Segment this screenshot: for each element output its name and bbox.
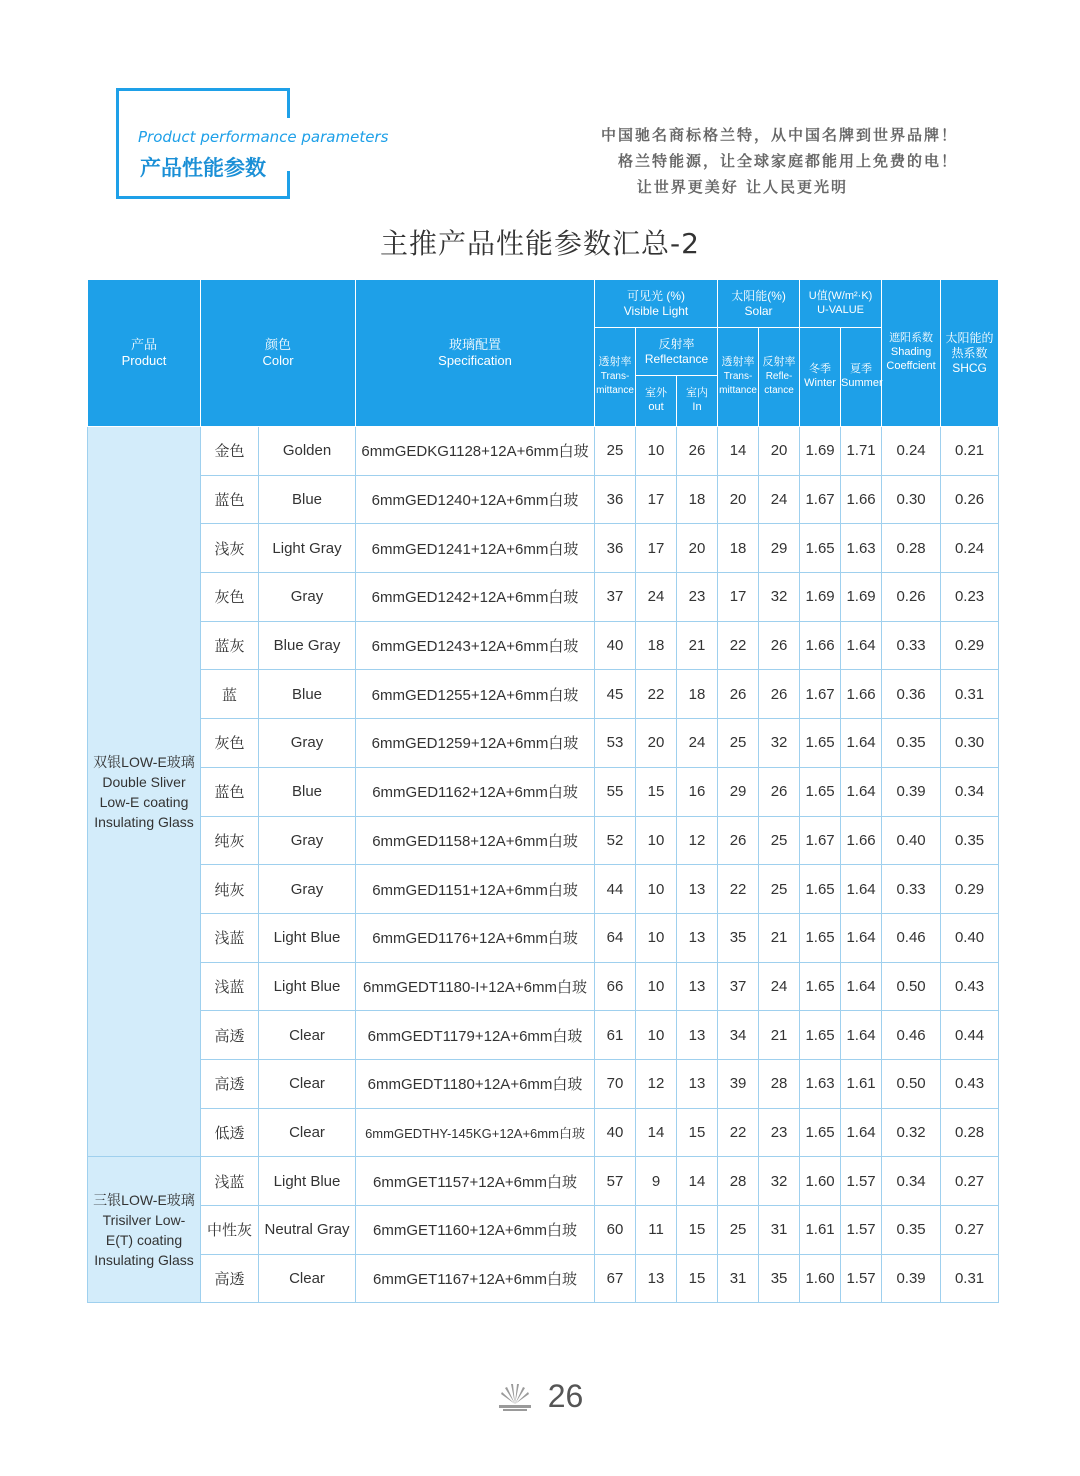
cell-shgc: 0.24: [941, 524, 999, 573]
product-group-name-cn: 双银LOW-E玻璃: [93, 753, 195, 770]
company-slogan: [601, 122, 958, 200]
cell-solar-reflectance: 25: [759, 816, 800, 865]
cell-u-value-summer: 1.57: [841, 1206, 882, 1255]
cell-solar-transmittance: 26: [718, 816, 759, 865]
cell-solar-transmittance: 31: [718, 1254, 759, 1303]
cell-visible-reflect-out: 11: [636, 1206, 677, 1255]
cell-specification: 6mmGED1241+12A+6mm白玻: [356, 524, 595, 573]
badge-frame: [287, 88, 290, 118]
product-group-name-cn: 三银LOW-E玻璃: [93, 1191, 195, 1208]
cell-color-en: Gray: [259, 816, 356, 865]
cell-solar-transmittance: 26: [718, 670, 759, 719]
cell-shading-coefficient: 0.40: [882, 816, 941, 865]
cell-solar-transmittance: 35: [718, 913, 759, 962]
cell-shgc: 0.30: [941, 719, 999, 768]
cell-solar-reflectance: 24: [759, 475, 800, 524]
cell-color-en: Blue: [259, 475, 356, 524]
slogan-line: 格兰特能源，让全球家庭都能用上免费的电！: [617, 152, 958, 170]
product-group-name-en: Double Sliver Low-E coating Insulating Glass: [94, 773, 194, 830]
cell-visible-reflect-out: 12: [636, 1059, 677, 1108]
cell-shgc: 0.29: [941, 865, 999, 914]
page-footer: [0, 1378, 1080, 1415]
cell-solar-reflectance: 26: [759, 621, 800, 670]
cell-visible-reflect-in: 20: [677, 524, 718, 573]
cell-shgc: 0.27: [941, 1157, 999, 1206]
cell-shgc: 0.31: [941, 670, 999, 719]
cell-solar-reflectance: 20: [759, 427, 800, 476]
cell-specification: 6mmGED1242+12A+6mm白玻: [356, 573, 595, 622]
cell-shading-coefficient: 0.39: [882, 767, 941, 816]
cell-visible-transmittance: 44: [595, 865, 636, 914]
product-group-cell: [88, 427, 201, 1157]
cell-shading-coefficient: 0.34: [882, 1157, 941, 1206]
cell-color-en: Clear: [259, 1059, 356, 1108]
slogan-line: 让世界更美好 让人民更光明: [636, 178, 848, 196]
cell-visible-reflect-out: 17: [636, 524, 677, 573]
cell-shgc: 0.29: [941, 621, 999, 670]
cell-u-value-winter: 1.63: [800, 1059, 841, 1108]
cell-visible-reflect-in: 16: [677, 767, 718, 816]
cell-visible-reflect-out: 17: [636, 475, 677, 524]
cell-u-value-winter: 1.65: [800, 524, 841, 573]
cell-u-value-summer: 1.64: [841, 1011, 882, 1060]
cell-visible-reflect-in: 13: [677, 865, 718, 914]
cell-shading-coefficient: 0.33: [882, 621, 941, 670]
cell-color-cn: 蓝色: [201, 475, 259, 524]
cell-u-value-winter: 1.65: [800, 719, 841, 768]
table-row: [88, 524, 999, 573]
cell-shading-coefficient: 0.24: [882, 427, 941, 476]
cell-solar-reflectance: 35: [759, 1254, 800, 1303]
cell-visible-reflect-out: 10: [636, 962, 677, 1011]
table-row: [88, 1059, 999, 1108]
cell-u-value-winter: 1.66: [800, 621, 841, 670]
cell-color-cn: 浅蓝: [201, 913, 259, 962]
cell-visible-reflect-out: 10: [636, 427, 677, 476]
header-reflectance: 反射率 Reflectance: [636, 328, 718, 376]
cell-visible-transmittance: 57: [595, 1157, 636, 1206]
cell-shading-coefficient: 0.36: [882, 670, 941, 719]
cell-u-value-summer: 1.57: [841, 1254, 882, 1303]
cell-color-cn: 浅蓝: [201, 1157, 259, 1206]
cell-shading-coefficient: 0.35: [882, 719, 941, 768]
table-row: [88, 865, 999, 914]
table-row: [88, 1206, 999, 1255]
cell-solar-reflectance: 24: [759, 962, 800, 1011]
cell-visible-reflect-in: 18: [677, 670, 718, 719]
cell-u-value-summer: 1.66: [841, 670, 882, 719]
cell-solar-transmittance: 29: [718, 767, 759, 816]
cell-visible-transmittance: 70: [595, 1059, 636, 1108]
cell-shading-coefficient: 0.28: [882, 524, 941, 573]
slogan-line: 中国驰名商标格兰特，从中国名牌到世界品牌！: [600, 126, 958, 144]
cell-specification: 6mmGEDT1180+12A+6mm白玻: [356, 1059, 595, 1108]
cell-specification: 6mmGEDT1179+12A+6mm白玻: [356, 1011, 595, 1060]
cell-solar-transmittance: 22: [718, 621, 759, 670]
cell-color-cn: 中性灰: [201, 1206, 259, 1255]
cell-u-value-winter: 1.60: [800, 1157, 841, 1206]
table-row: [88, 621, 999, 670]
cell-specification: 6mmGED1259+12A+6mm白玻: [356, 719, 595, 768]
cell-solar-transmittance: 17: [718, 573, 759, 622]
header-reflect-out: 室外 out: [636, 376, 677, 427]
cell-solar-transmittance: 39: [718, 1059, 759, 1108]
cell-visible-transmittance: 67: [595, 1254, 636, 1303]
cell-solar-transmittance: 25: [718, 719, 759, 768]
cell-shading-coefficient: 0.50: [882, 962, 941, 1011]
cell-u-value-winter: 1.65: [800, 767, 841, 816]
table-row: [88, 767, 999, 816]
cell-u-value-summer: 1.64: [841, 1108, 882, 1157]
cell-solar-reflectance: 21: [759, 1011, 800, 1060]
table-body: [88, 427, 999, 1303]
table-row: [88, 1254, 999, 1303]
badge-frame: [116, 196, 290, 199]
cell-u-value-summer: 1.69: [841, 573, 882, 622]
cell-visible-reflect-in: 21: [677, 621, 718, 670]
cell-color-en: Gray: [259, 573, 356, 622]
cell-shading-coefficient: 0.32: [882, 1108, 941, 1157]
badge-frame: [116, 88, 119, 199]
cell-shading-coefficient: 0.46: [882, 913, 941, 962]
cell-specification: 6mmGED1158+12A+6mm白玻: [356, 816, 595, 865]
cell-specification: 6mmGET1160+12A+6mm白玻: [356, 1206, 595, 1255]
header-winter: 冬季 Winter: [800, 328, 841, 427]
cell-specification: 6mmGET1157+12A+6mm白玻: [356, 1157, 595, 1206]
cell-u-value-summer: 1.64: [841, 865, 882, 914]
cell-solar-transmittance: 28: [718, 1157, 759, 1206]
header-product: 产品 Product: [88, 280, 201, 427]
cell-u-value-winter: 1.65: [800, 962, 841, 1011]
cell-visible-reflect-in: 26: [677, 427, 718, 476]
cell-color-cn: 灰色: [201, 719, 259, 768]
cell-visible-transmittance: 53: [595, 719, 636, 768]
cell-u-value-summer: 1.64: [841, 719, 882, 768]
header-solar: 太阳能(%) Solar: [718, 280, 800, 328]
header-summer: 夏季 Summer: [841, 328, 882, 427]
cell-solar-transmittance: 22: [718, 865, 759, 914]
header-u-value: U值(W/m²·K) U-VALUE: [800, 280, 882, 328]
cell-visible-reflect-in: 24: [677, 719, 718, 768]
cell-specification: 6mmGEDKG1128+12A+6mm白玻: [356, 427, 595, 476]
header-solar-transmittance: 透射率 Trans-mittance: [718, 328, 759, 427]
product-group-name-en: Trisilver Low-E(T) coating Insulating Glass: [94, 1211, 194, 1268]
cell-visible-reflect-in: 15: [677, 1254, 718, 1303]
cell-u-value-summer: 1.61: [841, 1059, 882, 1108]
cell-visible-reflect-in: 12: [677, 816, 718, 865]
cell-visible-reflect-out: 10: [636, 1011, 677, 1060]
cell-visible-reflect-out: 9: [636, 1157, 677, 1206]
cell-visible-reflect-in: 15: [677, 1108, 718, 1157]
cell-visible-reflect-in: 13: [677, 913, 718, 962]
cell-solar-reflectance: 28: [759, 1059, 800, 1108]
cell-shading-coefficient: 0.30: [882, 475, 941, 524]
header-solar-reflectance: 反射率 Refle-ctance: [759, 328, 800, 427]
sunburst-logo-icon: [497, 1382, 533, 1412]
cell-specification: 6mmGEDT1180-I+12A+6mm白玻: [356, 962, 595, 1011]
cell-color-cn: 纯灰: [201, 816, 259, 865]
cell-color-cn: 蓝色: [201, 767, 259, 816]
section-subtitle-en: Product performance parameters: [138, 128, 389, 146]
cell-solar-transmittance: 22: [718, 1108, 759, 1157]
table-row: [88, 962, 999, 1011]
cell-color-cn: 浅蓝: [201, 962, 259, 1011]
cell-visible-transmittance: 45: [595, 670, 636, 719]
cell-solar-reflectance: 31: [759, 1206, 800, 1255]
cell-solar-transmittance: 34: [718, 1011, 759, 1060]
product-group-cell: [88, 1157, 201, 1303]
page-number: 26: [547, 1378, 584, 1414]
cell-color-en: Clear: [259, 1254, 356, 1303]
cell-u-value-winter: 1.65: [800, 913, 841, 962]
cell-visible-transmittance: 66: [595, 962, 636, 1011]
cell-color-en: Light Gray: [259, 524, 356, 573]
cell-visible-reflect-out: 10: [636, 913, 677, 962]
cell-color-en: Light Blue: [259, 1157, 356, 1206]
cell-visible-transmittance: 61: [595, 1011, 636, 1060]
cell-solar-reflectance: 25: [759, 865, 800, 914]
cell-shading-coefficient: 0.46: [882, 1011, 941, 1060]
cell-u-value-summer: 1.66: [841, 475, 882, 524]
cell-specification: 6mmGED1176+12A+6mm白玻: [356, 913, 595, 962]
cell-shgc: 0.31: [941, 1254, 999, 1303]
cell-visible-reflect-in: 15: [677, 1206, 718, 1255]
cell-visible-reflect-in: 14: [677, 1157, 718, 1206]
cell-color-cn: 灰色: [201, 573, 259, 622]
cell-specification: 6mmGET1167+12A+6mm白玻: [356, 1254, 595, 1303]
cell-shgc: 0.43: [941, 1059, 999, 1108]
cell-solar-transmittance: 20: [718, 475, 759, 524]
cell-visible-reflect-out: 24: [636, 573, 677, 622]
cell-visible-transmittance: 40: [595, 621, 636, 670]
cell-visible-transmittance: 36: [595, 524, 636, 573]
cell-shgc: 0.34: [941, 767, 999, 816]
cell-shgc: 0.40: [941, 913, 999, 962]
cell-specification: 6mmGED1240+12A+6mm白玻: [356, 475, 595, 524]
cell-solar-transmittance: 37: [718, 962, 759, 1011]
cell-shading-coefficient: 0.35: [882, 1206, 941, 1255]
cell-specification: 6mmGEDTHY-145KG+12A+6mm白玻: [356, 1108, 595, 1157]
page-title: 主推产品性能参数汇总-2: [380, 227, 700, 260]
table-row: [88, 427, 999, 476]
cell-visible-reflect-out: 14: [636, 1108, 677, 1157]
cell-shading-coefficient: 0.33: [882, 865, 941, 914]
header-transmittance: 透射率 Trans-mittance: [595, 328, 636, 427]
cell-visible-transmittance: 37: [595, 573, 636, 622]
cell-u-value-winter: 1.65: [800, 865, 841, 914]
performance-table: [87, 279, 999, 1303]
cell-color-cn: 金色: [201, 427, 259, 476]
badge-frame: [287, 171, 290, 199]
header-reflect-in: 室内 In: [677, 376, 718, 427]
cell-color-cn: 高透: [201, 1011, 259, 1060]
cell-solar-reflectance: 26: [759, 670, 800, 719]
header-specification: 玻璃配置 Specification: [356, 280, 595, 427]
cell-solar-reflectance: 32: [759, 573, 800, 622]
cell-u-value-summer: 1.64: [841, 621, 882, 670]
cell-specification: 6mmGED1243+12A+6mm白玻: [356, 621, 595, 670]
cell-color-en: Blue Gray: [259, 621, 356, 670]
cell-shgc: 0.27: [941, 1206, 999, 1255]
cell-solar-reflectance: 32: [759, 1157, 800, 1206]
header-shading-coefficient: 遮阳系数 Shading Coeffcient: [882, 280, 941, 427]
cell-solar-reflectance: 21: [759, 913, 800, 962]
cell-color-cn: 蓝灰: [201, 621, 259, 670]
cell-color-cn: 低透: [201, 1108, 259, 1157]
section-badge: [116, 88, 389, 199]
cell-shgc: 0.21: [941, 427, 999, 476]
table-row: [88, 1157, 999, 1206]
cell-visible-reflect-in: 18: [677, 475, 718, 524]
cell-color-cn: 高透: [201, 1059, 259, 1108]
cell-specification: 6mmGED1151+12A+6mm白玻: [356, 865, 595, 914]
cell-u-value-winter: 1.67: [800, 475, 841, 524]
cell-u-value-winter: 1.60: [800, 1254, 841, 1303]
cell-color-cn: 纯灰: [201, 865, 259, 914]
cell-shading-coefficient: 0.26: [882, 573, 941, 622]
cell-color-en: Neutral Gray: [259, 1206, 356, 1255]
table-row: [88, 1011, 999, 1060]
cell-solar-transmittance: 25: [718, 1206, 759, 1255]
cell-shgc: 0.23: [941, 573, 999, 622]
cell-visible-reflect-out: 20: [636, 719, 677, 768]
badge-frame: [116, 88, 290, 91]
cell-visible-transmittance: 36: [595, 475, 636, 524]
cell-solar-reflectance: 29: [759, 524, 800, 573]
cell-shgc: 0.26: [941, 475, 999, 524]
cell-visible-reflect-in: 13: [677, 1059, 718, 1108]
header-shgc: 太阳能的热系数 SHCG: [941, 280, 999, 427]
cell-visible-transmittance: 64: [595, 913, 636, 962]
cell-u-value-summer: 1.64: [841, 913, 882, 962]
cell-visible-reflect-in: 13: [677, 962, 718, 1011]
cell-visible-reflect-out: 10: [636, 865, 677, 914]
cell-specification: 6mmGED1162+12A+6mm白玻: [356, 767, 595, 816]
cell-color-en: Golden: [259, 427, 356, 476]
cell-u-value-winter: 1.69: [800, 427, 841, 476]
cell-solar-transmittance: 18: [718, 524, 759, 573]
cell-visible-reflect-out: 15: [636, 767, 677, 816]
cell-visible-reflect-out: 22: [636, 670, 677, 719]
cell-u-value-winter: 1.61: [800, 1206, 841, 1255]
cell-u-value-winter: 1.67: [800, 816, 841, 865]
cell-u-value-summer: 1.64: [841, 962, 882, 1011]
cell-color-en: Light Blue: [259, 913, 356, 962]
cell-solar-reflectance: 23: [759, 1108, 800, 1157]
cell-solar-transmittance: 14: [718, 427, 759, 476]
cell-shgc: 0.35: [941, 816, 999, 865]
section-subtitle-cn: 产品性能参数: [140, 156, 266, 180]
header-visible-light: 可见光 (%) Visible Light: [595, 280, 718, 328]
cell-u-value-summer: 1.71: [841, 427, 882, 476]
cell-visible-transmittance: 40: [595, 1108, 636, 1157]
cell-visible-reflect-in: 13: [677, 1011, 718, 1060]
table-row: [88, 1108, 999, 1157]
header-color: 颜色 Color: [201, 280, 356, 427]
cell-u-value-winter: 1.67: [800, 670, 841, 719]
table-row: [88, 670, 999, 719]
cell-color-cn: 浅灰: [201, 524, 259, 573]
cell-solar-reflectance: 32: [759, 719, 800, 768]
cell-u-value-summer: 1.64: [841, 767, 882, 816]
cell-shgc: 0.44: [941, 1011, 999, 1060]
table-row: [88, 573, 999, 622]
cell-shading-coefficient: 0.39: [882, 1254, 941, 1303]
table-row: [88, 816, 999, 865]
cell-u-value-summer: 1.66: [841, 816, 882, 865]
cell-u-value-winter: 1.69: [800, 573, 841, 622]
cell-shgc: 0.28: [941, 1108, 999, 1157]
cell-shgc: 0.43: [941, 962, 999, 1011]
cell-visible-transmittance: 60: [595, 1206, 636, 1255]
cell-color-en: Blue: [259, 767, 356, 816]
cell-visible-reflect-out: 18: [636, 621, 677, 670]
cell-color-en: Clear: [259, 1108, 356, 1157]
cell-color-en: Clear: [259, 1011, 356, 1060]
cell-color-cn: 高透: [201, 1254, 259, 1303]
cell-color-en: Gray: [259, 719, 356, 768]
table-row: [88, 913, 999, 962]
table-row: [88, 475, 999, 524]
cell-u-value-summer: 1.57: [841, 1157, 882, 1206]
cell-u-value-winter: 1.65: [800, 1108, 841, 1157]
cell-visible-transmittance: 55: [595, 767, 636, 816]
cell-shading-coefficient: 0.50: [882, 1059, 941, 1108]
cell-u-value-summer: 1.63: [841, 524, 882, 573]
cell-color-en: Gray: [259, 865, 356, 914]
cell-solar-reflectance: 26: [759, 767, 800, 816]
cell-visible-transmittance: 25: [595, 427, 636, 476]
cell-color-en: Light Blue: [259, 962, 356, 1011]
cell-u-value-winter: 1.65: [800, 1011, 841, 1060]
cell-color-cn: 蓝: [201, 670, 259, 719]
cell-visible-reflect-out: 10: [636, 816, 677, 865]
cell-visible-reflect-in: 23: [677, 573, 718, 622]
cell-color-en: Blue: [259, 670, 356, 719]
table-row: [88, 719, 999, 768]
cell-visible-transmittance: 52: [595, 816, 636, 865]
cell-visible-reflect-out: 13: [636, 1254, 677, 1303]
cell-specification: 6mmGED1255+12A+6mm白玻: [356, 670, 595, 719]
